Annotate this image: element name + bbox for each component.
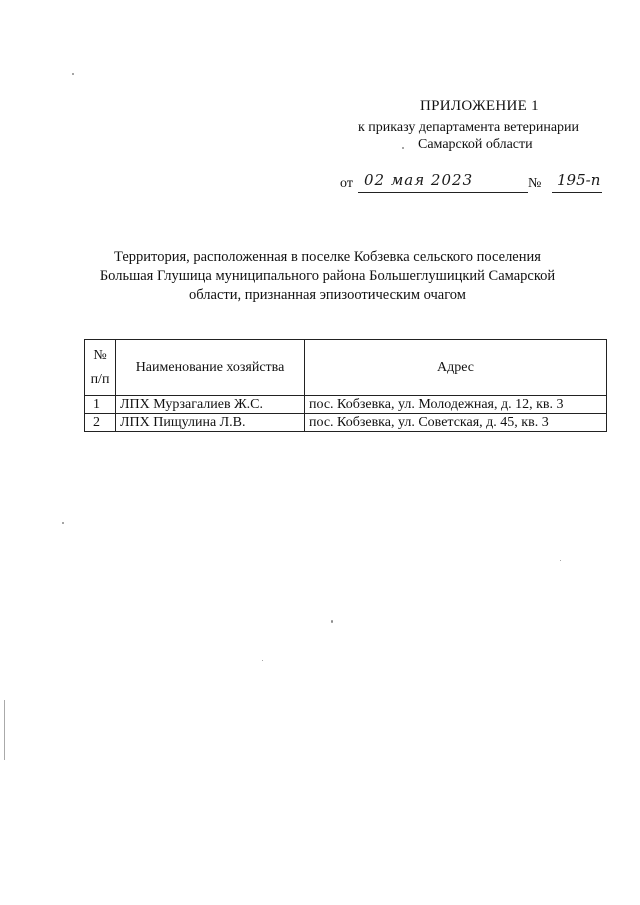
scan-speck [62,522,64,524]
order-number-handwritten: 195-п [557,171,601,189]
scan-speck [72,73,74,75]
row-number: 2 [85,414,116,432]
order-number-label: № [528,176,542,191]
scan-edge-mark [4,700,5,760]
header-number [85,340,116,396]
annex-region: Самарской области [418,137,533,152]
order-date-field [358,172,528,193]
outbreak-households-table [84,339,607,432]
order-number-field [552,172,602,193]
heading-line-3: области, признанная эпизоотическим очагом [189,287,466,303]
order-from-label: от [340,176,353,191]
heading-line-1: Территория, расположенная в поселке Кобзевка сельского поселения [114,249,541,265]
scan-speck [262,660,263,661]
header-address: Адрес [305,340,607,396]
table-row [85,396,607,414]
order-date-handwritten: 02 мая 2023 [364,171,474,189]
order-date-number-row [340,172,610,196]
row-address: пос. Кобзевка, ул. Советская, д. 45, кв. 3 [305,414,607,432]
heading-line-2: Большая Глушица муниципального района Большеглушицкий Самарской [99,268,556,284]
document-heading [95,248,560,305]
table-row [85,414,607,432]
row-address: пос. Кобзевка, ул. Молодежная, д. 12, кв. 3 [305,396,607,414]
table-header-row [85,340,607,396]
header-owner: Наименование хозяйства [116,340,305,396]
row-number: 1 [85,396,116,414]
scan-speck [331,620,333,623]
row-owner: ЛПХ Пищулина Л.В. [116,414,305,432]
annex-order-reference: к приказу департамента ветеринарии [358,120,580,135]
scan-speck [560,560,561,561]
annex-title: ПРИЛОЖЕНИЕ 1 [420,98,539,114]
scan-speck [402,147,404,149]
header-number-symbol: № [93,347,107,363]
row-owner: ЛПХ Мурзагалиев Ж.С. [116,396,305,414]
header-number-abbrev: п/п [90,371,110,387]
